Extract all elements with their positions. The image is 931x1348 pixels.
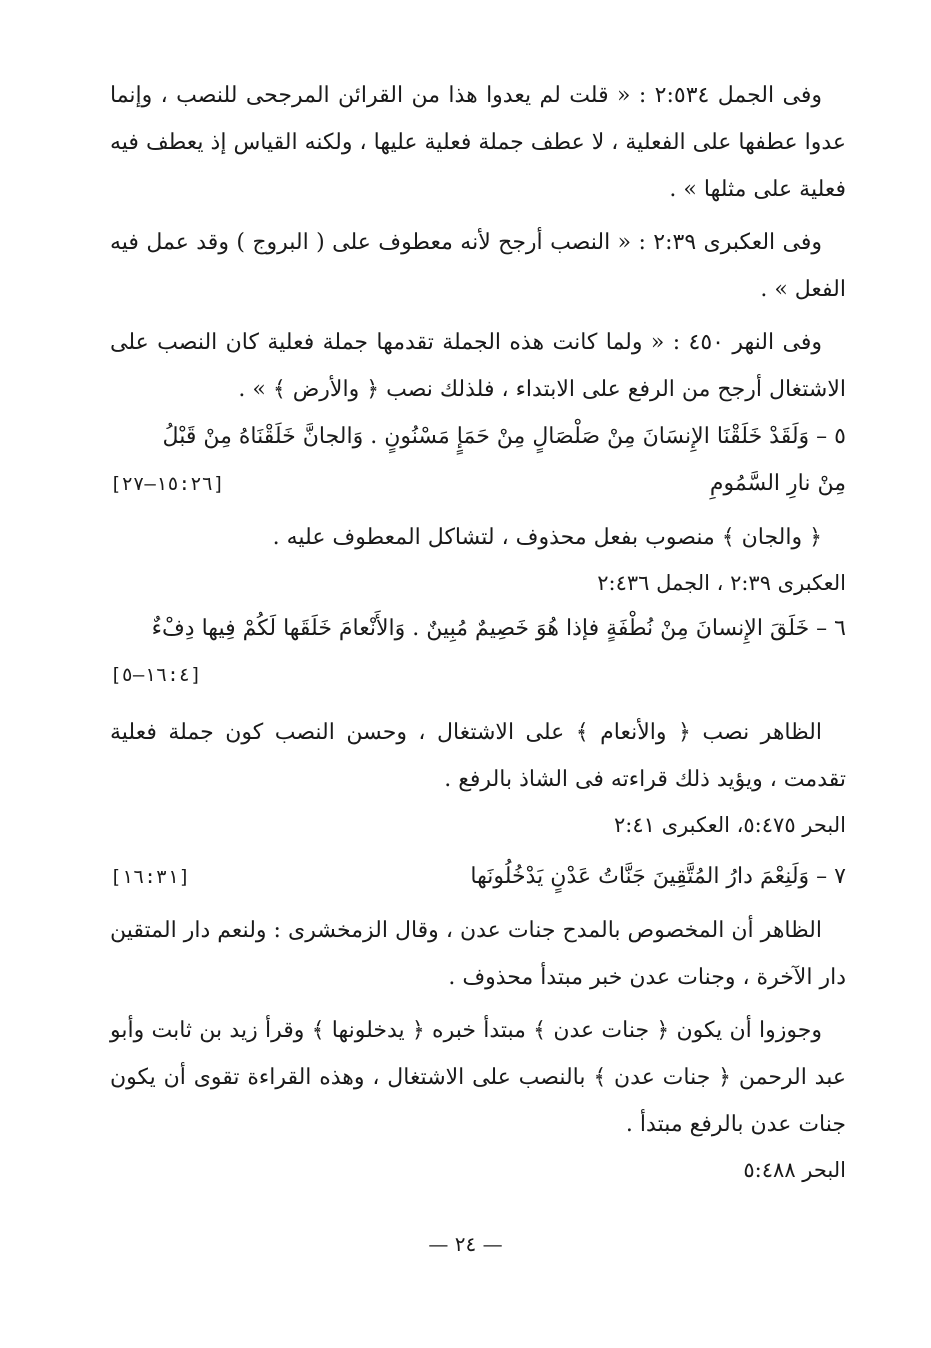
- verse-7-reference: [١٦:٣١]: [110, 866, 191, 888]
- verse-7-line-1: ٧ – وَلَنِعْمَ دارُ المُتَّقِينَ جَنَّاتُ عَدْنٍ يَدْخُلُونَها: [470, 864, 846, 889]
- verse-6-row-2: [110, 652, 846, 699]
- paragraph-ukbari-quote: وفى العكبرى ٢:٣٩ : « النصب أرجح لأنه معطوف على ( البروج ) وقد عمل فيه الفعل » .: [110, 230, 846, 302]
- verse-5-line-2: مِنْ نارِ السَّمُومِ: [709, 471, 846, 496]
- paragraph-zamakhshari-comment: الظاهر أن المخصوص بالمدح جنات عدن ، وقال الزمخشرى : ولنعم دار المتقين دار الآخرة ، وجنات عدن خبر مبتدأ محذوف .: [110, 918, 846, 990]
- paragraph-jann-comment: ﴿ والجان ﴾ منصوب بفعل محذوف ، لتشاكل المعطوف عليه .: [272, 525, 822, 550]
- verse-5-line-1: ٥ – وَلَقَدْ خَلَقْنَا الإِنسَانَ مِنْ صَلْصَالٍ مِنْ حَمَإٍ مَسْنُونٍ . وَالجانَّ خَلَقْنَاهُ مِنْ قَبْلُ: [162, 424, 846, 449]
- reference-2: البحر ٥:٤٧٥، العكبرى ٢:٤١: [614, 813, 846, 837]
- paragraph-jamal-quote: وفى الجمل ٢:٥٣٤ : « قلت لم يعدوا هذا من القرائن المرجحى للنصب ، وإنما عدوا عطفها على الفعلية ، لا عطف جملة فعلية عليها ، ولكنه القياس إذ يعطف فيه فعلية على مثلها » .: [110, 83, 846, 202]
- paragraph-anam-comment: الظاهر نصب ﴿ والأنعام ﴾ على الاشتغال ، وحسن النصب كون جملة فعلية تقدمت ، ويؤيد ذلك قراءته فى الشاذ بالرفع .: [110, 720, 846, 792]
- verse-6-line-1: ٦ – خَلَقَ الإِنسانَ مِنْ نُطْفَةٍ فإذا هُوَ خَصِيمٌ مُبِينٌ . وَالأَنْعامَ خَلَقَها لَكُمْ فِيها دِفْءٌ: [151, 616, 846, 641]
- verse-6-reference: [١٦:٤—٥]: [110, 664, 202, 686]
- page-number: — ٢٤ —: [428, 1232, 503, 1256]
- page-body: [110, 72, 846, 1192]
- reference-3: البحر ٥:٤٨٨: [743, 1158, 846, 1182]
- reference-1: العكبرى ٢:٣٩ ، الجمل ٢:٤٣٦: [597, 571, 846, 595]
- paragraph-jawwazu-comment: وجوزوا أن يكون ﴿ جنات عدن ﴾ مبتدأ خبره ﴿ يدخلونها ﴾ وقرأ زيد بن ثابت وأبو عبد الرحمن ﴿ جنات عدن ﴾ بالنصب على الاشتغال ، وهذه القراءة تقوى أن يكون جنات عدن بالرفع مبتدأ .: [110, 1018, 846, 1137]
- paragraph-nahr-quote: وفى النهر ٤٥٠ : « ولما كانت هذه الجملة تقدمها جملة فعلية كان النصب على الاشتغال أرجح من الرفع على الابتداء ، فلذلك نصب ﴿ والأرض ﴾ » .: [110, 330, 846, 402]
- verse-7-row: [110, 853, 846, 901]
- verse-5-reference: [١٥:٢٦—٢٧]: [110, 473, 225, 495]
- verse-5-row-2: [110, 460, 846, 508]
